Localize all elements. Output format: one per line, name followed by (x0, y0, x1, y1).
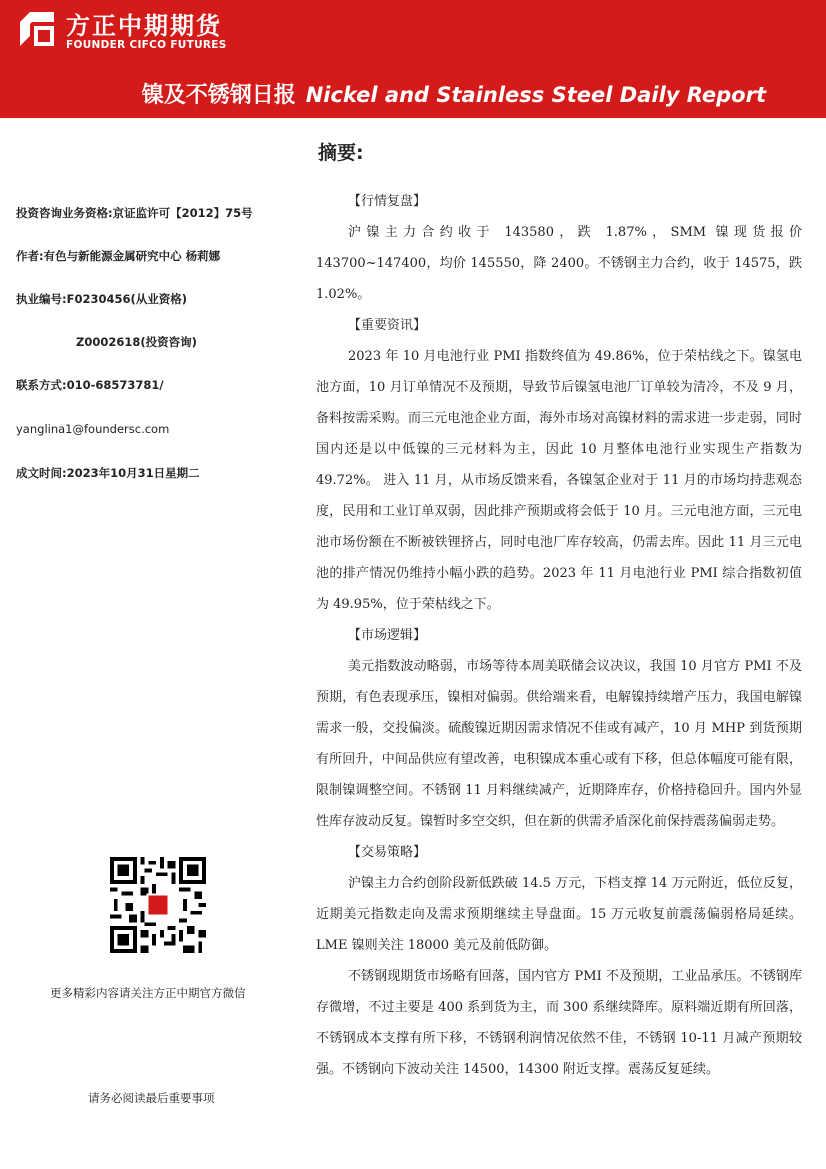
email-line[interactable]: yanglina1@foundersc.com (16, 422, 170, 436)
news-paragraph: 2023 年 10 月电池行业 PMI 指数终值为 49.86%，位于荣枯线之下。镍氢电池方面，10 月订单情况不及预期，导致节后镍氢电池厂订单较为清冷，不及 9 月，备料按需采购。而三元电池企业方面，海外市场对高镍材料的需求进一步走弱，同时国内还是以中低镍的三元材料为主，因此 10 月整体电池行业实现生产指数为 49.72%。 进入 11 月，从市场反馈来看，各镍氢企业对于 11 月的市场均持悲观态度，民用和工业订单双弱，因此排产预期或将会低于 10 月。三元电池方面，三元电池市场份额在不断被铁锂挤占，同时电池厂库存较高，仍需去库。因此 11 月三元电池的排产情况仍维持小幅小跌的趋势。2023 年 11 月电池行业 PMI 综合指数初值为 49.95%，位于荣枯线之下。 (316, 349, 802, 612)
section-heading-review: 【行情复盘】 (348, 194, 427, 209)
strategy-paragraph-nickel: 沪镍主力合约创阶段新低跌破 14.5 万元，下档支撑 14 万元附近，低位反复，近期美元指数走向及需求预期继续主导盘面。15 万元收复前震荡偏弱格局延续。LME 镍则关注 18000 美元及前低防御。 (316, 876, 802, 953)
author-line: 作者:有色与新能源金属研究中心 杨莉娜 (16, 249, 221, 263)
report-title (142, 78, 766, 109)
strategy-paragraph-stainless: 不锈钢现期货市场略有回落，国内官方 PMI 不及预期，工业品承压。不锈钢库存微增，不过主要是 400 系到货为主，而 300 系继续降库。原料端近期有所回落，不锈钢成本支撑有所下移，不锈钢利润情况依然不佳，不锈钢 10-11 月减产预期较强。不锈钢向下波动关注 14500，14300 附近支撑。震荡反复延续。 (316, 969, 802, 1077)
qr-caption: 更多精彩内容请关注方正中期官方微信 (50, 986, 246, 1000)
wechat-qr-code-icon (110, 857, 206, 953)
cert-line-1: 执业编号:F0230456(从业资格) (16, 292, 187, 306)
cert-line-2: Z0002618(投资咨询) (76, 335, 197, 349)
founder-logo-icon (18, 10, 56, 48)
date-line: 成文时间:2023年10月31日星期二 (16, 466, 200, 480)
review-paragraph: 沪镍主力合约收于 143580，跌 1.87%，SMM 镍现货报价 143700~147400，均价 145550，降 2400。不锈钢主力合约，收于 14575，跌 1.02%。 (316, 225, 802, 302)
license-line: 投资咨询业务资格:京证监许可【2012】75号 (16, 206, 253, 220)
section-heading-logic: 【市场逻辑】 (348, 628, 427, 643)
company-name-en: FOUNDER CIFCO FUTURES (66, 39, 227, 51)
report-header (0, 0, 826, 118)
report-title-cn: 镍及不锈钢日报 (141, 83, 296, 108)
summary-title: 摘要: (318, 142, 364, 164)
summary-content (316, 186, 802, 1085)
section-heading-strategy: 【交易策略】 (348, 845, 427, 860)
logic-paragraph: 美元指数波动略弱，市场等待本周美联储会议决议，我国 10 月官方 PMI 不及预期，有色表现承压，镍相对偏弱。供给端来看，电解镍持续增产压力，我国电解镍需求一般，交投偏淡。硫酸镍近期因需求情况不佳或有减产，10 月 MHP 到货预期有所回升，中间品供应有望改善，电积镍成本重心或有下移，但总体幅度可能有限，限制镍调整空间。不锈钢 11 月料继续减产，近期降库存，价格持稳回升。国内外显性库存波动反复。镍暂时多空交织，但在新的供需矛盾深化前保持震荡偏弱走势。 (316, 659, 802, 829)
company-name-cn: 方正中期期货 (66, 12, 222, 40)
report-title-en: Nickel and Stainless Steel Daily Report (305, 83, 766, 107)
section-heading-news: 【重要资讯】 (348, 318, 427, 333)
contact-line: 联系方式:010-68573781/ (16, 378, 164, 392)
important-notice: 请务必阅读最后重要事项 (88, 1091, 215, 1105)
